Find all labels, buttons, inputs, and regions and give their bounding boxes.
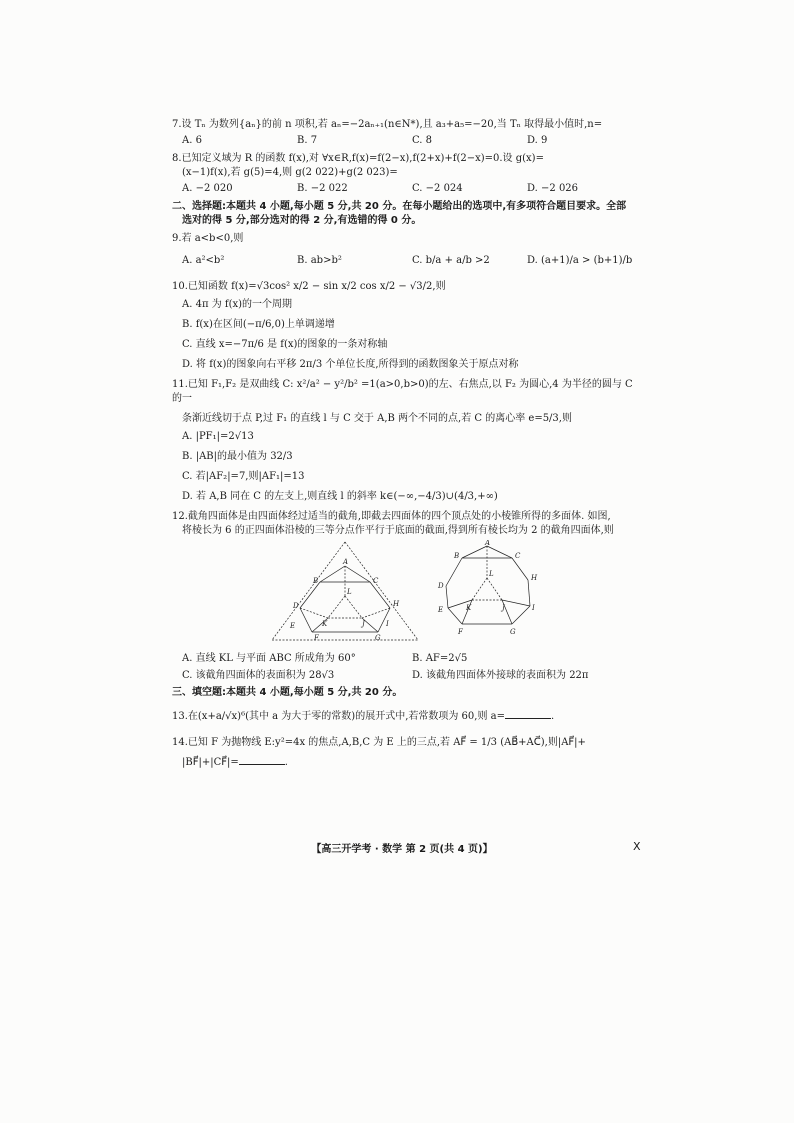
question-8-option-a[interactable]: A. −2 020: [182, 183, 233, 194]
question-7-option-d[interactable]: D. 9: [527, 135, 548, 146]
fig-right-label-d: D: [438, 582, 444, 590]
fig-left-label-f: F: [314, 634, 319, 642]
fig-right-label-i: I: [532, 604, 535, 612]
question-8-option-c[interactable]: C. −2 024: [412, 183, 463, 194]
question-9-options: [172, 254, 642, 268]
fig-left-label-h: H: [393, 600, 400, 608]
fig-right-label-k: K: [466, 604, 472, 612]
page-mark: X: [633, 840, 641, 853]
question-12-option-d[interactable]: D. 该截角四面体外接球的表面积为 22π: [412, 670, 589, 681]
section-2-header: [172, 200, 642, 228]
fig-right-label-a: A: [485, 540, 491, 547]
question-12-options-row-1: [172, 652, 642, 666]
fig-right-label-c: C: [515, 552, 521, 560]
question-12-stem-cont: 将棱长为 6 的正四面体沿棱的三等分点作平行于底面的截面,得到所有棱长均为 2 的截角四面体,则: [182, 525, 614, 536]
fig-left-label-e: E: [290, 622, 296, 630]
question-7-stem: 7.设 Tₙ 为数列{aₙ}的前 n 项积,若 aₙ=−2aₙ₊₁(n∈N*),且 a₃+a₅=−20,当 Tₙ 取得最小值时,n=: [172, 119, 603, 130]
question-12-figures: [172, 540, 642, 648]
page-footer: 【高三开学考 · 数学 第 2 页(共 4 页)】: [311, 844, 493, 855]
fig-right-label-f: F: [458, 628, 463, 636]
question-13: [172, 708, 642, 724]
question-14-stem: 14.已知 F 为抛物线 E:y²=4x 的焦点,A,B,C 为 E 上的三点,若 AF⃗ = 1/3 (AB⃗+AC⃗),则|AF⃗|+: [172, 737, 586, 748]
fig-right-label-l: L: [489, 570, 494, 578]
fig-left-label-c: C: [373, 577, 379, 585]
truncated-tetrahedron-figure-right: [432, 540, 542, 640]
fig-right-label-h: H: [531, 574, 538, 582]
question-8-option-b[interactable]: B. −2 022: [297, 183, 348, 194]
section-2-line-1: 二、选择题:本题共 4 小题,每小题 5 分,共 20 分。在每小题给出的选项中,有多项符合题目要求。全部: [172, 201, 627, 212]
question-11-option-b[interactable]: B. |AB|的最小值为 32/3: [182, 451, 293, 462]
fig-right-label-e: E: [438, 606, 444, 614]
question-9-option-a[interactable]: A. a²<b²: [182, 255, 225, 266]
fig-right-label-j: J: [502, 604, 505, 612]
question-11-stem-cont: 条渐近线切于点 P,过 F₁ 的直线 l 与 C 交于 A,B 两个不同的点,若 C 的离心率 e=5/3,则: [182, 413, 572, 424]
page-content: [172, 118, 642, 773]
question-11-option-d[interactable]: D. 若 A,B 同在 C 的左支上,则直线 l 的斜率 k∈(−∞,−4/3)∪(4/3,+∞): [182, 491, 498, 502]
question-7-option-a[interactable]: A. 6: [182, 135, 202, 146]
question-8-options: [172, 182, 642, 196]
question-8-option-d[interactable]: D. −2 026: [527, 183, 579, 194]
question-12-option-c[interactable]: C. 该截角四面体的表面积为 28√3: [182, 670, 335, 681]
question-14: [172, 736, 642, 770]
question-10-option-c[interactable]: C. 直线 x=−7π/6 是 f(x)的图象的一条对称轴: [182, 339, 388, 350]
question-9-option-c[interactable]: C. b/a + a/b >2: [412, 255, 490, 266]
question-10-option-b[interactable]: B. f(x)在区间(−π/6,0)上单调递增: [182, 319, 335, 330]
question-14-answer-blank[interactable]: [239, 754, 285, 765]
question-10: [172, 280, 642, 372]
question-10-stem: 10.已知函数 f(x)=√3cos² x/2 − sin x/2 cos x/2 − √3/2,则: [172, 281, 446, 292]
question-13-answer-blank[interactable]: [505, 708, 551, 719]
question-7-options: [172, 134, 642, 148]
question-9-option-b[interactable]: B. ab>b²: [297, 255, 342, 266]
fig-right-label-g: G: [510, 628, 516, 636]
fig-left-label-j: J: [362, 620, 365, 628]
section-2-line-2: 选对的得 5 分,部分选对的得 2 分,有选错的得 0 分。: [182, 215, 422, 226]
section-3-header: 三、填空题:本题共 4 小题,每小题 5 分,共 20 分。: [172, 687, 403, 698]
fig-left-label-i: I: [386, 620, 389, 628]
question-12-stem: 12.截角四面体是由四面体经过适当的截角,即截去四面体的四个顶点处的小棱锥所得的多面体. 如图,: [172, 511, 611, 522]
question-11-stem: 11.已知 F₁,F₂ 是双曲线 C: x²/a² − y²/b² =1(a>0,b>0)的左、右焦点,以 F₂ 为圆心,4 为半径的圆与 C 的一: [172, 379, 633, 404]
fig-left-label-a: A: [343, 558, 349, 566]
question-7-option-b[interactable]: B. 7: [297, 135, 318, 146]
question-11-option-c[interactable]: C. 若|AF₂|=7,则|AF₁|=13: [182, 471, 305, 482]
question-14-stem-cont: |BF⃗|+|CF⃗|=: [182, 757, 239, 768]
question-12-options-row-2: [172, 669, 642, 683]
truncated-tetrahedron-figure-left: [270, 540, 420, 648]
question-8: [172, 152, 642, 196]
fig-right-label-b: B: [454, 552, 460, 560]
question-12-option-a[interactable]: A. 直线 KL 与平面 ABC 所成角为 60°: [182, 653, 356, 664]
question-12: [172, 510, 642, 683]
fig-left-label-k: K: [322, 620, 328, 628]
question-11-option-a[interactable]: A. |PF₁|=2√13: [182, 431, 254, 442]
question-14-end: .: [284, 757, 288, 768]
question-9: [172, 232, 642, 268]
question-7: [172, 118, 642, 148]
question-10-option-a[interactable]: A. 4π 为 f(x)的一个周期: [182, 299, 293, 310]
question-13-stem: 13.在(x+a/√x)⁶(其中 a 为大于零的常数)的展开式中,若常数项为 60,则 a=: [172, 711, 505, 722]
question-9-stem: 9.若 a<b<0,则: [172, 233, 244, 244]
fig-left-label-b: B: [313, 577, 319, 585]
question-13-end: .: [550, 711, 555, 722]
question-8-stem-cont: (x−1)f(x),若 g(5)=4,则 g(2 022)+g(2 023)=: [182, 167, 398, 178]
question-7-option-c[interactable]: C. 8: [412, 135, 433, 146]
question-12-option-b[interactable]: B. AF=2√5: [412, 653, 468, 664]
question-11: [172, 378, 642, 504]
question-8-stem: 8.已知定义域为 R 的函数 f(x),对 ∀x∈R,f(x)=f(2−x),f(2+x)+f(2−x)=0.设 g(x)=: [172, 153, 544, 164]
question-9-option-d[interactable]: D. (a+1)/a > (b+1)/b: [527, 255, 633, 266]
question-10-option-d[interactable]: D. 将 f(x)的图象向右平移 2π/3 个单位长度,所得到的函数图象关于原点对称: [182, 359, 519, 370]
fig-left-label-d: D: [293, 602, 299, 610]
fig-left-label-l: L: [347, 588, 352, 596]
fig-left-label-g: G: [375, 634, 381, 642]
